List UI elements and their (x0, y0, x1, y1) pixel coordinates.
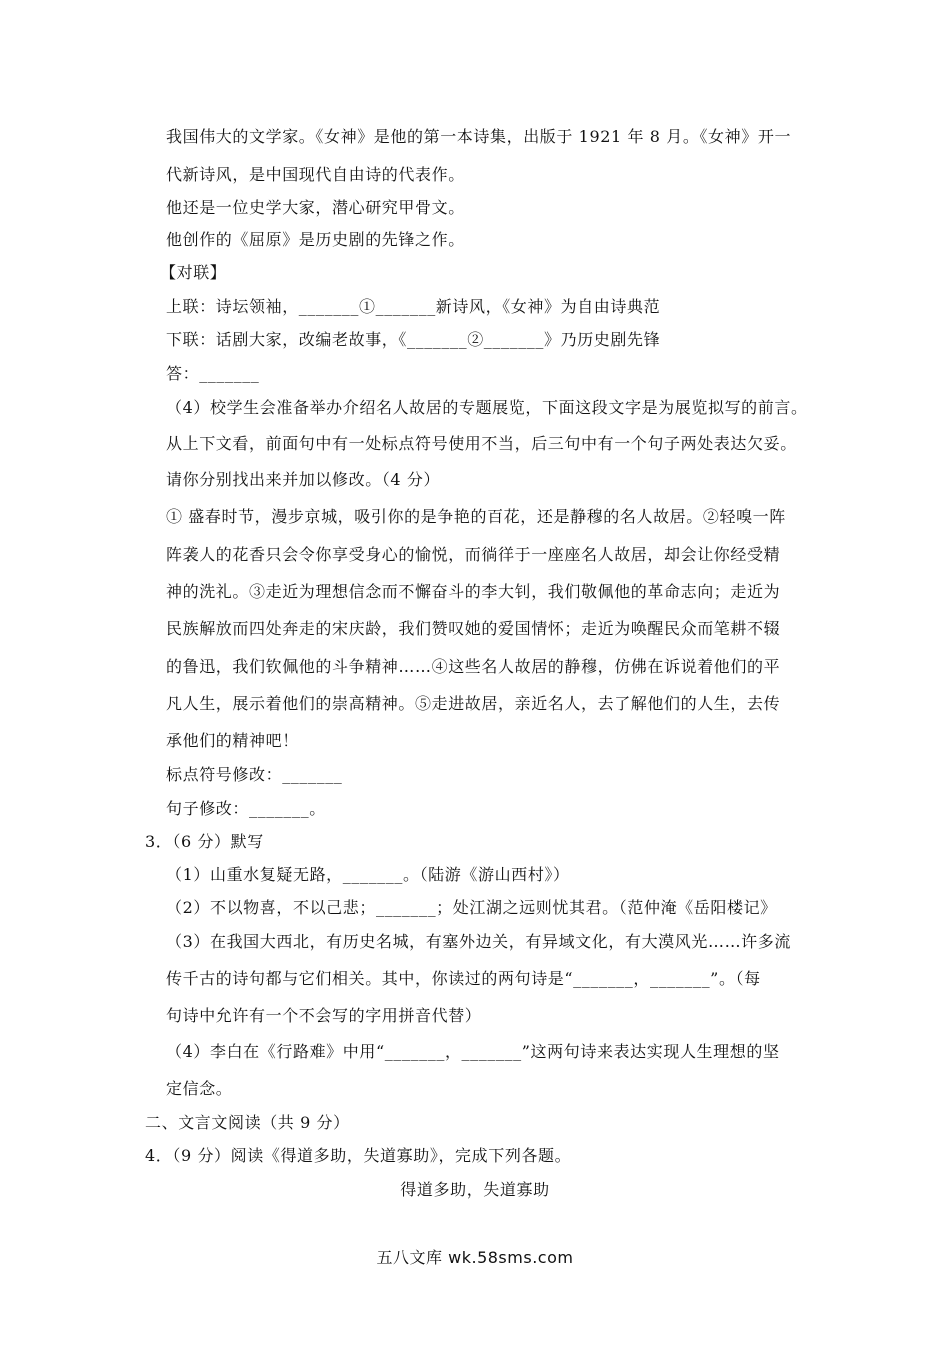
question-item: 句诗中允许有一个不会写的字用拼音代替） (166, 1006, 482, 1025)
question-text: 请你分别找出来并加以修改。（4 分） (166, 470, 441, 489)
question-heading: 3．（6 分）默写 (145, 832, 264, 851)
answer-line: 答：_______ (166, 364, 260, 383)
text-line: 他创作的《屈原》是历史剧的先锋之作。 (166, 230, 465, 249)
question-heading: 4．（9 分）阅读《得道多助，失道寡助》，完成下列各题。 (145, 1146, 572, 1165)
passage-line: 民族解放而四处奔走的宋庆龄，我们赞叹她的爱国情怀；走近为唤醒民众而笔耕不辍 (166, 619, 781, 638)
passage-line: 的鲁迅，我们钦佩他的斗争精神……④这些名人故居的静穆，仿佛在诉说着他们的平 (166, 657, 781, 676)
text-line: 代新诗风，是中国现代自由诗的代表作。 (166, 165, 465, 184)
question-text: 从上下文看，前面句中有一处标点符号使用不当，后三句中有一个句子两处表达欠妥。 (166, 434, 797, 453)
passage-line: ① 盛春时节，漫步京城，吸引你的是争艳的百花，还是静穆的名人故居。②轻嗅一阵 (166, 507, 786, 526)
question-item: （1）山重水复疑无路，_______。（陆游《游山西村》） (166, 865, 570, 884)
passage-line: 凡人生，展示着他们的崇高精神。⑤走进故居，亲近名人，去了解他们的人生，去传 (166, 694, 781, 713)
text-line: 我国伟大的文学家。《女神》是他的第一本诗集，出版于 1921 年 8 月。《女神》开一 (166, 127, 792, 146)
question-item: 传千古的诗句都与它们相关。其中，你读过的两句诗是“_______，_______”。（每 (166, 969, 761, 988)
passage-line: 神的洗礼。③走近为理想信念而不懈奋斗的李大钊，我们敬佩他的革命志向；走近为 (166, 582, 781, 601)
text-line: 他还是一位史学大家，潜心研究甲骨文。 (166, 198, 465, 217)
section-label: 【对联】 (160, 263, 227, 282)
question-item: （4）李白在《行路难》中用“_______，_______”这两句诗来表达实现人生理想的坚 (166, 1042, 780, 1061)
passage-line: 承他们的精神吧！ (166, 731, 299, 750)
question-item: 定信念。 (166, 1079, 233, 1098)
question-item: （2）不以物喜，不以己悲；_______；处江湖之远则忧其君。（范仲淹《岳阳楼记》 (166, 898, 777, 917)
answer-line: 句子修改：_______。 (166, 799, 326, 818)
section-heading: 二、文言文阅读（共 9 分） (145, 1113, 350, 1132)
answer-line: 标点符号修改：_______ (166, 765, 343, 784)
couplet-lower: 下联：话剧大家，改编老故事，《_______②_______》乃历史剧先锋 (166, 330, 661, 349)
passage-title: 得道多助，失道寡助 (400, 1180, 550, 1199)
question-text: （4）校学生会准备举办介绍名人故居的专题展览，下面这段文字是为展览拟写的前言。 (166, 398, 808, 417)
question-item: （3）在我国大西北，有历史名城，有塞外边关，有异域文化，有大漠风光……许多流 (166, 932, 791, 951)
passage-line: 阵袭人的花香只会令你享受身心的愉悦，而徜徉于一座座名人故居，却会让你经受精 (166, 545, 781, 564)
footer-watermark: 五八文库 wk.58sms.com (376, 1248, 574, 1267)
couplet-upper: 上联：诗坛领袖，_______①_______新诗风，《女神》为自由诗典范 (166, 297, 661, 316)
